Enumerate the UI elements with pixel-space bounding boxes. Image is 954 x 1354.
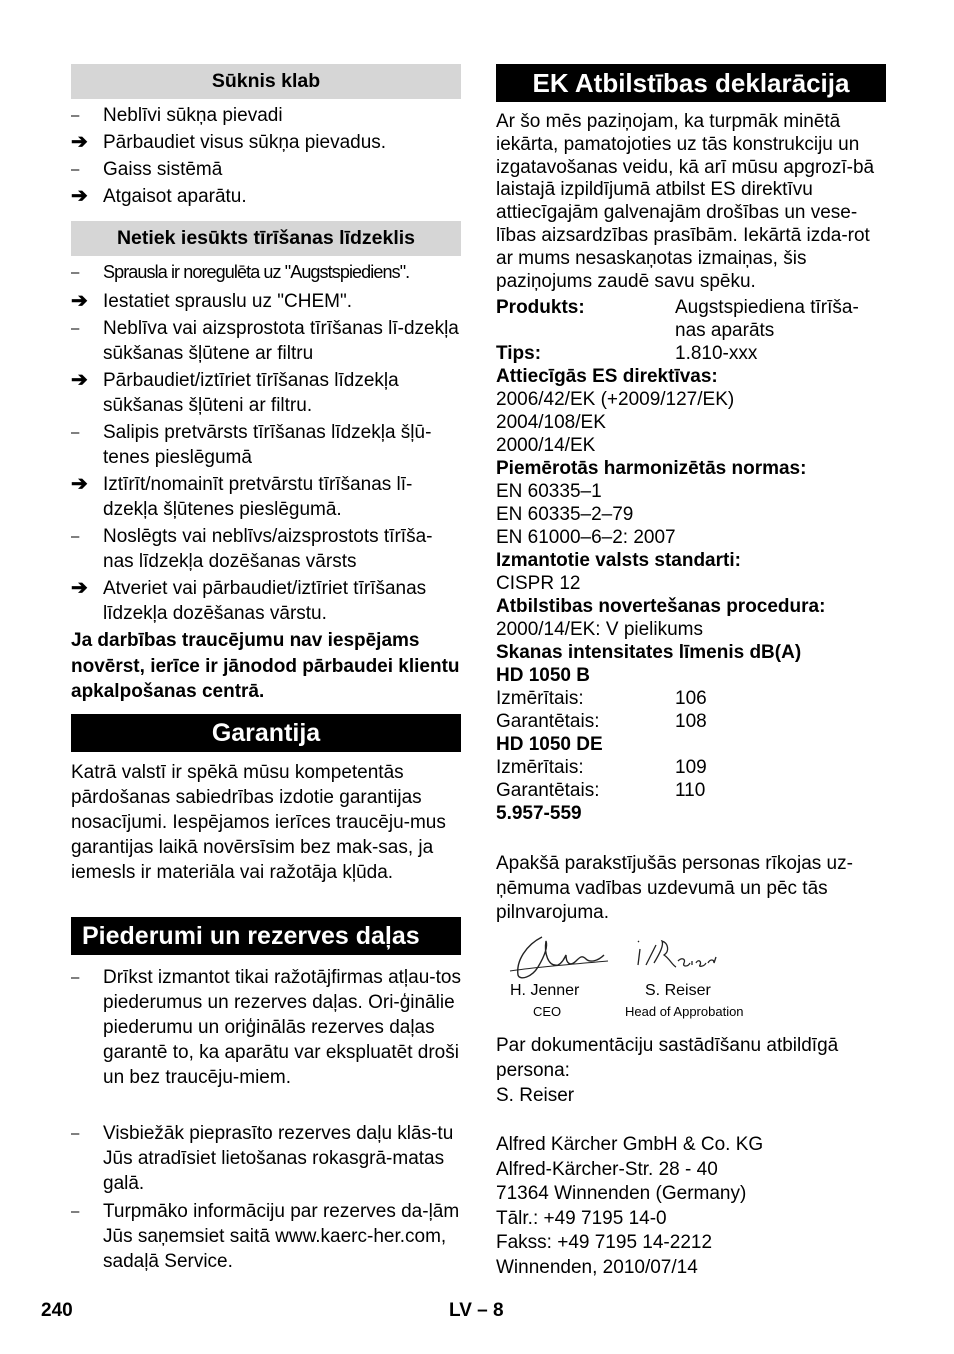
model-name: HD 1050 B [496,665,590,686]
guaranteed-label: Garantētais: [496,711,600,732]
company-address [496,1133,886,1280]
address-line: Fakss: +49 7195 14-2212 [496,1232,713,1253]
document-number: 5.957-559 [496,803,582,824]
signatures [496,931,886,1031]
measured-row [496,756,886,779]
dash-marker: – [71,1203,80,1220]
list-item-text: Atveriet vai pārbaudiet/iztīriet tīrīšanas līdzekļa dozēšanas vārstu. [103,578,427,624]
dash-marker: – [71,264,79,281]
list-item [71,472,461,524]
dash-marker: – [71,107,80,124]
arrow-right-icon: ➔ [71,473,88,495]
list-item [71,1199,461,1277]
dash-marker: – [71,320,80,337]
list-item-text: Turpmāko informāciju par rezerves da-ļām Jūs saņemsiet saitā www.kaerc-her.com, sadaļā Service. [103,1201,460,1272]
warranty-text: Katrā valstī ir spēkā mūsu kompetentās pārdošanas sabiedrības izdotie garantijas nosacījumi. Iespējamos ierīces traucēju-mus garantijas laikā novērsīsim bez mak-sas, ja iemesls ir materiāla vai ražotāja kļūda. [71,762,446,883]
signer1-name: H. Jenner [510,982,580,999]
list-item [71,368,461,420]
guaranteed-row [496,710,886,733]
list-item-text: Atgaisot aparātu. [103,186,247,207]
list-item [71,316,461,368]
address-line: 71364 Winnenden (Germany) [496,1183,747,1204]
arrow-right-icon: ➔ [71,577,88,599]
national-standards-value: CISPR 12 [496,573,581,594]
signers-text: Apakšā parakstījušās personas rīkojas uz-ņēmuma vadības uzdevumā un pēc tās pilnvarojuma. [496,853,853,923]
norm-item: EN 61000–6–2: 2007 [496,527,676,548]
arrow-right-icon: ➔ [71,185,88,207]
directive-item: 2000/14/EK [496,435,596,456]
list-item-text: Neblīvi sūkņa pievadi [103,105,283,126]
national-standards-label: Izmantotie valsts standarti: [496,550,741,571]
measured-value: 106 [675,688,707,709]
responsible-text: Par dokumentāciju sastādīšanu atbildīgā persona: [496,1035,839,1081]
list-item-text: Iztīrīt/nomainīt pretvārstu tīrīšanas lī-dzekļa šļūtenes pieslēgumā. [103,474,413,520]
pump-list [71,103,461,211]
dash-marker: – [71,1125,80,1142]
measured-value: 109 [675,757,707,778]
model-name: HD 1050 DE [496,734,603,755]
arrow-right-icon: ➔ [71,369,88,391]
list-item-text: Visbiežāk pieprasīto rezerves daļu klās-tu Jūs atradīsiet lietošanas rokasgrā-matas galā. [103,1123,454,1194]
list-item [71,289,461,316]
signer1-role: CEO [533,1004,562,1019]
signature-reiser-image [634,935,734,975]
list-item [71,1121,461,1199]
signature-jenner-image [504,931,614,983]
directive-item: 2004/108/EK [496,412,606,433]
measured-label: Izmērītais: [496,757,584,778]
measured-row [496,687,886,710]
dash-marker: – [71,424,80,441]
dash-marker: – [71,528,80,545]
declaration-details [496,296,886,825]
list-item [71,157,461,184]
dash-marker: – [71,161,80,178]
procedure-value: 2000/14/EK: V pielikums [496,619,704,640]
guaranteed-value: 110 [675,780,706,801]
list-item-text: Pārbaudiet/iztīriet tīrīšanas līdzekļa sūkšanas šļūteni ar filtru. [103,370,399,416]
guaranteed-label: Garantētais: [496,780,600,801]
address-line: Alfred Kärcher GmbH & Co. KG [496,1134,764,1155]
right-column [496,64,886,1280]
left-column [71,64,461,1277]
list-item-text: Salipis pretvārsts tīrīšanas līdzekļa šļū-tenes pieslēgumā [103,422,432,468]
responsible-name: S. Reiser [496,1085,575,1106]
declaration-intro: Ar šo mēs paziņojam, ka turpmāk minētā iekārta, pamatojoties uz tās konstrukciju un izgatavošanas veidu, kā arī mūsu apgrozī-bā laistajā izpildījumā atbilst ES direktīvu attiecīgajām galvenajām drošības un vese-lības aizsardzības prasībām. Iekārtā izda-rot ar mums nesaskaņotas izmaiņas, šis paziņojums zaudē savu spēku. [496,111,875,292]
language-page-label: LV – 8 [449,1300,504,1321]
directive-item: 2006/42/EK (+2009/127/EK) [496,389,735,410]
list-item [71,524,461,576]
arrow-right-icon: ➔ [71,131,88,153]
pump-heading: Sūknis klab [71,64,461,99]
list-item-text: Noslēgts vai neblīvs/aizsprostots tīrīša-nas līdzekļa dozēšanas vārsts [103,526,433,572]
list-item-text: Pārbaudiet visus sūkņa pievadus. [103,132,387,153]
guaranteed-row [496,779,886,802]
noise-label: Skanas intensitates līmenis dB(A) [496,642,802,663]
list-item [71,103,461,130]
detergent-heading: Netiek iesūkts tīrīšanas līdzeklis [71,221,461,256]
norm-item: EN 60335–2–79 [496,504,634,525]
list-item-text: Neblīva vai aizsprostota tīrīšanas lī-dzekļa sūkšanas šļūtene ar filtru [103,318,459,364]
page-number: 240 [41,1300,73,1321]
list-item [71,420,461,472]
measured-label: Izmērītais: [496,688,584,709]
list-item-text: Drīkst izmantot tikai ražotājfirmas atļau-tos piederumus un rezerves daļas. Ori-ģinālie piederumu un oriģinālās rezerves daļas garantē to, ka aparātu var ekspluatēt droši un bez traucēju-miem. [103,967,461,1088]
list-item [71,576,461,628]
signer2-name: S. Reiser [645,982,711,999]
list-item-text: Iestatiet sprauslu uz "CHEM". [103,291,352,312]
list-item [71,184,461,211]
type-value: 1.810-xxx [675,343,758,364]
signer2-role: Head of Approbation [625,1004,744,1019]
list-item [71,130,461,157]
parts-heading: Piederumi un rezerves daļas [71,917,461,955]
service-note: Ja darbības traucējumu nav iespējams novērst, ierīce ir jānodod pārbaudei klientu apkalpošanas centrā. [71,630,460,702]
arrow-right-icon: ➔ [71,290,88,312]
product-label: Produkts: [496,297,585,318]
address-line: Tālr.: +49 7195 14-0 [496,1207,667,1229]
product-value: Augstspiediena tīrīša-nas aparāts [675,297,859,341]
norm-item: EN 60335–1 [496,481,602,502]
guaranteed-value: 108 [675,711,707,732]
type-row [496,342,886,365]
product-row [496,296,886,342]
norms-label: Piemērotās harmonizētās normas: [496,458,807,479]
dash-marker: – [71,969,80,986]
parts-list [71,965,461,1277]
list-item [71,260,461,289]
detergent-list [71,260,461,628]
address-line: Winnenden, 2010/07/14 [496,1256,698,1278]
warranty-heading: Garantija [71,714,461,752]
list-item-text: Gaiss sistēmā [103,159,223,180]
list-item-text: Sprausla ir noregulēta uz "Augstspiediens". [103,262,410,282]
address-line: Alfred-Kärcher-Str. 28 - 40 [496,1158,718,1180]
type-label: Tips: [496,343,542,364]
procedure-label: Atbilstibas novertešanas procedura: [496,596,826,617]
directives-label: Attiecīgās ES direktīvas: [496,366,718,387]
declaration-heading: EK Atbilstības deklarācija [496,64,886,102]
list-item [71,965,461,1121]
